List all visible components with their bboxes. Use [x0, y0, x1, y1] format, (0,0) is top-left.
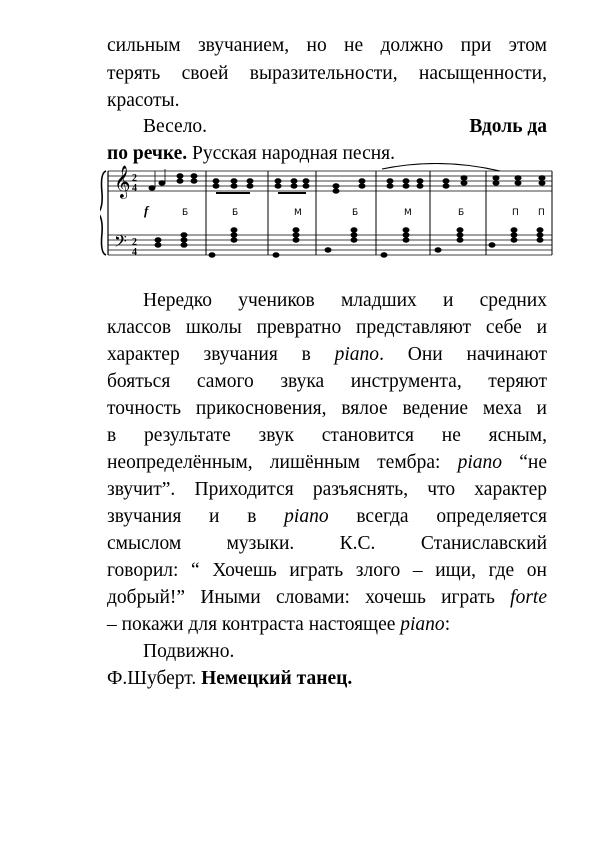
text-line: красоты. [107, 90, 180, 111]
text-line: звучит”. Приходится разъяснять, что характер [107, 479, 547, 500]
bass-clef: 𝄢 [114, 231, 127, 255]
time-signature-bottom: 4 [132, 247, 137, 258]
text-line: неопределённым, лишённым тембра: piano “не [107, 452, 548, 473]
text-line: классов школы превратно представляют себе и [107, 317, 547, 338]
piece-title: Вдоль да [469, 116, 547, 137]
text-line: сильным звучанием, но не должно при этом [107, 35, 547, 56]
time-signature-bottom: 2 [132, 237, 137, 248]
piece-heading [107, 666, 547, 692]
slur [382, 163, 500, 171]
text-line: Нередко учеников младших и средних [143, 290, 547, 311]
text-line: говорил: “ Хочешь играть злого – ищи, где он [107, 560, 547, 581]
text-line: звучания и в piano всегда определяется [107, 506, 547, 527]
text-line: точность прикосновения, вялое ведение меха и [107, 398, 547, 419]
bass-label: Б [458, 208, 465, 218]
bass-label: П [538, 208, 545, 218]
bass-label: Б [232, 208, 239, 218]
text-line: – покажи для контраста настоящее piano: [107, 614, 451, 635]
time-signature-top: 2 [132, 173, 137, 184]
bass-label: Б [352, 208, 359, 218]
text-line: смыслом музыки. К.С. Станиславский [107, 533, 547, 554]
bass-labels [182, 208, 545, 218]
brace [100, 171, 106, 255]
treble-staff [108, 171, 552, 191]
bass-label: П [512, 208, 519, 218]
bass-label: М [404, 208, 412, 218]
text-line: бояться самого звука инструмента, теряют [107, 371, 547, 392]
piece-title: по речке. [107, 143, 188, 164]
tempo-marking: Подвижно. [143, 641, 235, 662]
bass-label: М [294, 208, 302, 218]
music-score [100, 163, 560, 263]
piece-title: Немецкий танец. [201, 668, 353, 689]
text-line: в результате звук становится не ясным, [107, 425, 547, 446]
text-line: характер звучания в piano. Они начинают [107, 344, 547, 365]
dynamic-marking: f [144, 203, 149, 218]
treble-clef: 𝄞 [114, 165, 131, 198]
piece-heading [107, 639, 547, 665]
text-line: терять своей выразительности, насыщенности, [107, 63, 547, 84]
piece-subtitle: Русская народная песня. [192, 143, 396, 164]
text-line: добрый!” Иными словами: хочешь играть forte [107, 587, 547, 608]
tempo-marking: Весело. [143, 116, 208, 137]
barlines [206, 171, 552, 255]
bass-label: Б [182, 208, 189, 218]
bass-notes [155, 228, 543, 257]
piece-heading [107, 114, 547, 140]
time-signature-top: 4 [132, 183, 137, 194]
composer-name: Ф.Шуберт. [107, 668, 197, 689]
